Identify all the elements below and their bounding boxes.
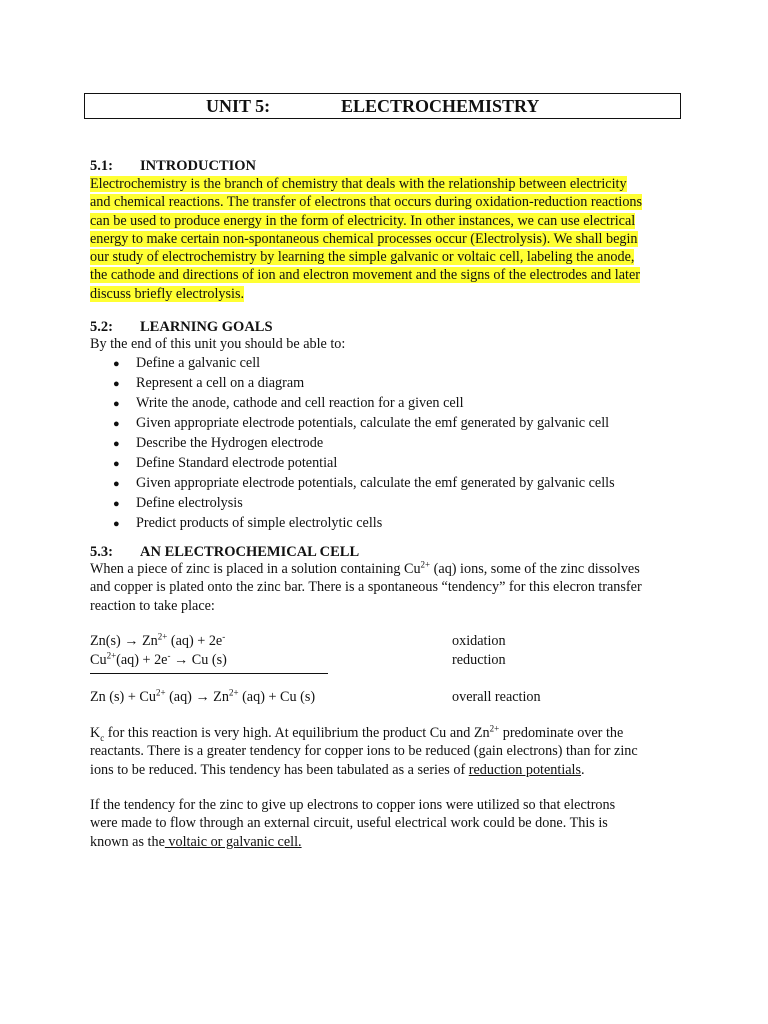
learning-goals-list	[113, 354, 615, 534]
unit-number: UNIT 5:	[206, 96, 271, 116]
section-heading-introduction	[90, 157, 256, 175]
list-item: ● Describe the Hydrogen electrode	[113, 434, 615, 454]
section-heading-learning-goals	[90, 318, 273, 336]
paragraph-line: Electrochemistry is the branch of chemistry that deals with the relationship between electricity	[90, 176, 627, 192]
paragraph-line: our study of electrochemistry by learning the simple galvanic or voltaic cell, labeling the anode,	[90, 249, 635, 266]
bullet-icon: ●	[113, 438, 120, 450]
reduction-equation: $Cu^{2+}(aq) + 2e^- \to Cu$ (s)	[90, 650, 227, 668]
equation-divider	[90, 673, 328, 674]
list-item: ● Define electrolysis	[113, 494, 615, 514]
oxidation-equation: $Zn(s) \to Zn^{2+}$ (aq) + 2e-	[90, 631, 226, 649]
bullet-icon: ●	[113, 498, 120, 510]
list-item: ● Represent a cell on a diagram	[113, 374, 615, 394]
section-title: LEARNING GOALS	[140, 319, 273, 335]
unit-title: ELECTROCHEMISTRY	[341, 96, 540, 116]
section-number: 5.1:	[90, 158, 113, 174]
list-item: ● Define a galvanic cell	[113, 354, 615, 374]
list-item: ● Predict products of simple electrolytic cells	[113, 514, 615, 534]
paragraph-line: can be used to produce energy in the form of electricity. In other instances, we can use electrical	[90, 212, 636, 229]
paragraph-line: and chemical reactions. The transfer of electrons that occurs during oxidation-reduction reactions	[90, 194, 643, 211]
introduction-paragraph	[90, 175, 680, 303]
paragraph-line: energy to make certain non-spontaneous chemical processes occur (Electrolysis). We shall begin	[90, 230, 638, 247]
section-heading-electrochemical-cell	[90, 543, 359, 561]
bullet-icon: ●	[113, 358, 120, 370]
overall-equation: Zn $(s) + Cu^{2+}$ $(aq) \to Zn^{2+}$ (aq) + Cu (s)	[90, 687, 316, 705]
paragraph-line: discuss briefly electrolysis.	[90, 285, 245, 302]
bullet-icon: ●	[113, 458, 120, 470]
bullet-icon: ●	[113, 398, 120, 410]
list-item: ● Write the anode, cathode and cell reaction for a given cell	[113, 394, 615, 414]
list-item: ● Define Standard electrode potential	[113, 454, 615, 474]
section-title: INTRODUCTION	[140, 158, 257, 174]
section-number: 5.2:	[90, 319, 113, 335]
overall-reaction-label: overall reaction	[452, 689, 541, 705]
reduction-label: reduction	[452, 652, 506, 668]
goals-lead: By the end of this unit you should be able to:	[90, 336, 346, 352]
bullet-icon: ●	[113, 518, 120, 530]
cell-paragraph-2: $K_c$ for this reaction is very high. At equilibrium the product Cu and $Zn^{2+}$ predominate over the reactants. There is a greater tendency for copper ions to be reduced (gain electrons) than for zinc ions to be reduced. This tendency has been tabulated as a series of reduction potentials.	[90, 723, 638, 778]
bullet-icon: ●	[113, 418, 120, 430]
unit-title-box	[84, 93, 681, 119]
cell-paragraph-1: When a piece of zinc is placed in a solution containing $Cu^{2+}$ (aq) ions, some of the zinc dissolves and copper is plated onto the zinc bar. There is a spontaneous “tendency” for this elecron transfer reaction to take place:	[90, 559, 642, 614]
oxidation-label: oxidation	[452, 633, 506, 649]
bullet-icon: ●	[113, 378, 120, 390]
galvanic-cell-term: voltaic or galvanic cell.	[164, 833, 302, 850]
cell-paragraph-3: If the tendency for the zinc to give up electrons to copper ions were utilized so that electrons were made to flow through an external circuit, useful electrical work could be done. This is known as the voltaic or galvanic cell.	[90, 797, 616, 850]
list-item: ● Given appropriate electrode potentials, calculate the emf generated by galvanic cells	[113, 474, 615, 494]
bullet-icon: ●	[113, 478, 120, 490]
list-item: ● Given appropriate electrode potentials, calculate the emf generated by galvanic cell	[113, 414, 615, 434]
section-title: AN ELECTROCHEMICAL CELL	[140, 544, 360, 560]
section-number: 5.3:	[90, 544, 113, 560]
paragraph-line: the cathode and directions of ion and electron movement and the signs of the electrodes and later	[90, 267, 640, 284]
reduction-potentials-term: reduction potentials	[468, 761, 582, 778]
